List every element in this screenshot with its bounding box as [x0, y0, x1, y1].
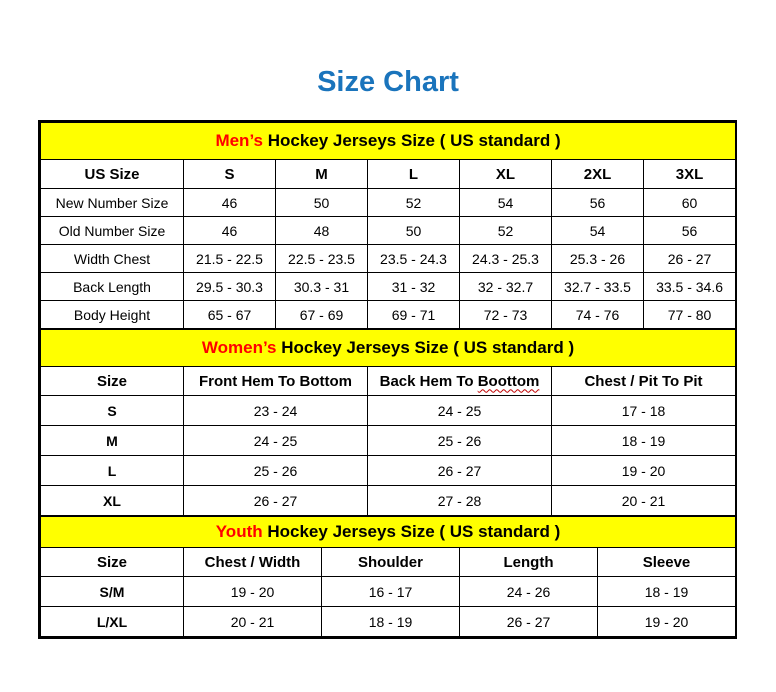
- mens-col-m: M: [276, 160, 368, 189]
- size-value-cell: 33.5 - 34.6: [644, 273, 736, 301]
- row-label: Back Length: [41, 273, 184, 301]
- youth-table-caption: [41, 517, 736, 548]
- row-label: Old Number Size: [41, 217, 184, 245]
- size-value-cell: 74 - 76: [552, 301, 644, 329]
- size-value-cell: 25 - 26: [184, 456, 368, 486]
- row-label: XL: [41, 486, 184, 516]
- size-tables-container: [38, 120, 737, 639]
- size-value-cell: 16 - 17: [322, 577, 460, 607]
- womens-col-back-hem: [368, 367, 552, 396]
- size-value-cell: 24 - 25: [368, 396, 552, 426]
- table-row: [41, 486, 736, 516]
- size-value-cell: 32 - 32.7: [460, 273, 552, 301]
- mens-col-us-size: US Size: [41, 160, 184, 189]
- row-label: S: [41, 396, 184, 426]
- table-row: [41, 426, 736, 456]
- size-value-cell: 46: [184, 217, 276, 245]
- youth-col-length: Length: [460, 548, 598, 577]
- size-value-cell: 30.3 - 31: [276, 273, 368, 301]
- size-value-cell: 24.3 - 25.3: [460, 245, 552, 273]
- youth-col-chest-width: Chest / Width: [184, 548, 322, 577]
- table-row: [41, 217, 736, 245]
- size-value-cell: 50: [276, 189, 368, 217]
- table-row: [41, 577, 736, 607]
- mens-size-table: [40, 122, 736, 329]
- size-value-cell: 26 - 27: [368, 456, 552, 486]
- mens-col-xl: XL: [460, 160, 552, 189]
- size-value-cell: 48: [276, 217, 368, 245]
- row-label: L/XL: [41, 607, 184, 637]
- size-value-cell: 72 - 73: [460, 301, 552, 329]
- size-value-cell: 17 - 18: [552, 396, 736, 426]
- size-value-cell: 23.5 - 24.3: [368, 245, 460, 273]
- youth-caption-row: [41, 517, 736, 548]
- table-row: [41, 245, 736, 273]
- womens-col-front-hem: Front Hem To Bottom: [184, 367, 368, 396]
- table-row: [41, 273, 736, 301]
- womens-col-chest: Chest / Pit To Pit: [552, 367, 736, 396]
- row-label: New Number Size: [41, 189, 184, 217]
- size-value-cell: 22.5 - 23.5: [276, 245, 368, 273]
- size-value-cell: 27 - 28: [368, 486, 552, 516]
- size-value-cell: 69 - 71: [368, 301, 460, 329]
- size-value-cell: 21.5 - 22.5: [184, 245, 276, 273]
- page-title: Size Chart: [317, 66, 459, 98]
- mens-table-caption: [41, 123, 736, 160]
- size-value-cell: 46: [184, 189, 276, 217]
- row-label: L: [41, 456, 184, 486]
- mens-col-3xl: 3XL: [644, 160, 736, 189]
- size-value-cell: 20 - 21: [184, 607, 322, 637]
- size-value-cell: 54: [552, 217, 644, 245]
- mens-col-l: L: [368, 160, 460, 189]
- womens-caption-row: [41, 330, 736, 367]
- youth-size-table: [40, 516, 736, 637]
- mens-caption-rest: Hockey Jerseys Size ( US standard ): [262, 131, 561, 150]
- youth-caption-highlight: Youth: [215, 522, 263, 541]
- size-value-cell: 19 - 20: [184, 577, 322, 607]
- size-value-cell: 19 - 20: [552, 456, 736, 486]
- womens-col-size: Size: [41, 367, 184, 396]
- size-value-cell: 52: [460, 217, 552, 245]
- size-value-cell: 19 - 20: [598, 607, 736, 637]
- womens-caption-rest: Hockey Jerseys Size ( US standard ): [276, 338, 575, 357]
- size-value-cell: 67 - 69: [276, 301, 368, 329]
- size-value-cell: 56: [644, 217, 736, 245]
- size-value-cell: 52: [368, 189, 460, 217]
- womens-col-back-hem-prefix: Back Hem To: [379, 372, 478, 390]
- size-value-cell: 31 - 32: [368, 273, 460, 301]
- womens-size-table: [40, 329, 736, 516]
- size-value-cell: 25.3 - 26: [552, 245, 644, 273]
- womens-col-back-hem-misspelled-word: Boottom: [477, 372, 540, 390]
- womens-header-row: [41, 367, 736, 396]
- size-value-cell: 18 - 19: [598, 577, 736, 607]
- size-value-cell: 60: [644, 189, 736, 217]
- size-value-cell: 29.5 - 30.3: [184, 273, 276, 301]
- size-value-cell: 26 - 27: [184, 486, 368, 516]
- youth-header-row: [41, 548, 736, 577]
- mens-col-s: S: [184, 160, 276, 189]
- row-label: Width Chest: [41, 245, 184, 273]
- row-label: Body Height: [41, 301, 184, 329]
- size-value-cell: 25 - 26: [368, 426, 552, 456]
- size-value-cell: 24 - 26: [460, 577, 598, 607]
- size-value-cell: 50: [368, 217, 460, 245]
- youth-col-sleeve: Sleeve: [598, 548, 736, 577]
- size-value-cell: 24 - 25: [184, 426, 368, 456]
- size-value-cell: 56: [552, 189, 644, 217]
- womens-table-caption: [41, 330, 736, 367]
- size-value-cell: 26 - 27: [644, 245, 736, 273]
- youth-caption-rest: Hockey Jerseys Size ( US standard ): [262, 522, 561, 541]
- size-value-cell: 65 - 67: [184, 301, 276, 329]
- mens-caption-highlight: Men’s: [215, 131, 263, 150]
- row-label: M: [41, 426, 184, 456]
- size-value-cell: 18 - 19: [552, 426, 736, 456]
- womens-caption-highlight: Women’s: [201, 338, 277, 357]
- size-value-cell: 32.7 - 33.5: [552, 273, 644, 301]
- size-value-cell: 26 - 27: [460, 607, 598, 637]
- table-row: [41, 607, 736, 637]
- mens-col-2xl: 2XL: [552, 160, 644, 189]
- size-value-cell: 23 - 24: [184, 396, 368, 426]
- youth-col-size: Size: [41, 548, 184, 577]
- table-row: [41, 301, 736, 329]
- size-value-cell: 77 - 80: [644, 301, 736, 329]
- table-row: [41, 456, 736, 486]
- row-label: S/M: [41, 577, 184, 607]
- table-row: [41, 396, 736, 426]
- size-value-cell: 18 - 19: [322, 607, 460, 637]
- youth-col-shoulder: Shoulder: [322, 548, 460, 577]
- mens-caption-row: [41, 123, 736, 160]
- table-row: [41, 189, 736, 217]
- size-value-cell: 20 - 21: [552, 486, 736, 516]
- mens-header-row: [41, 160, 736, 189]
- size-value-cell: 54: [460, 189, 552, 217]
